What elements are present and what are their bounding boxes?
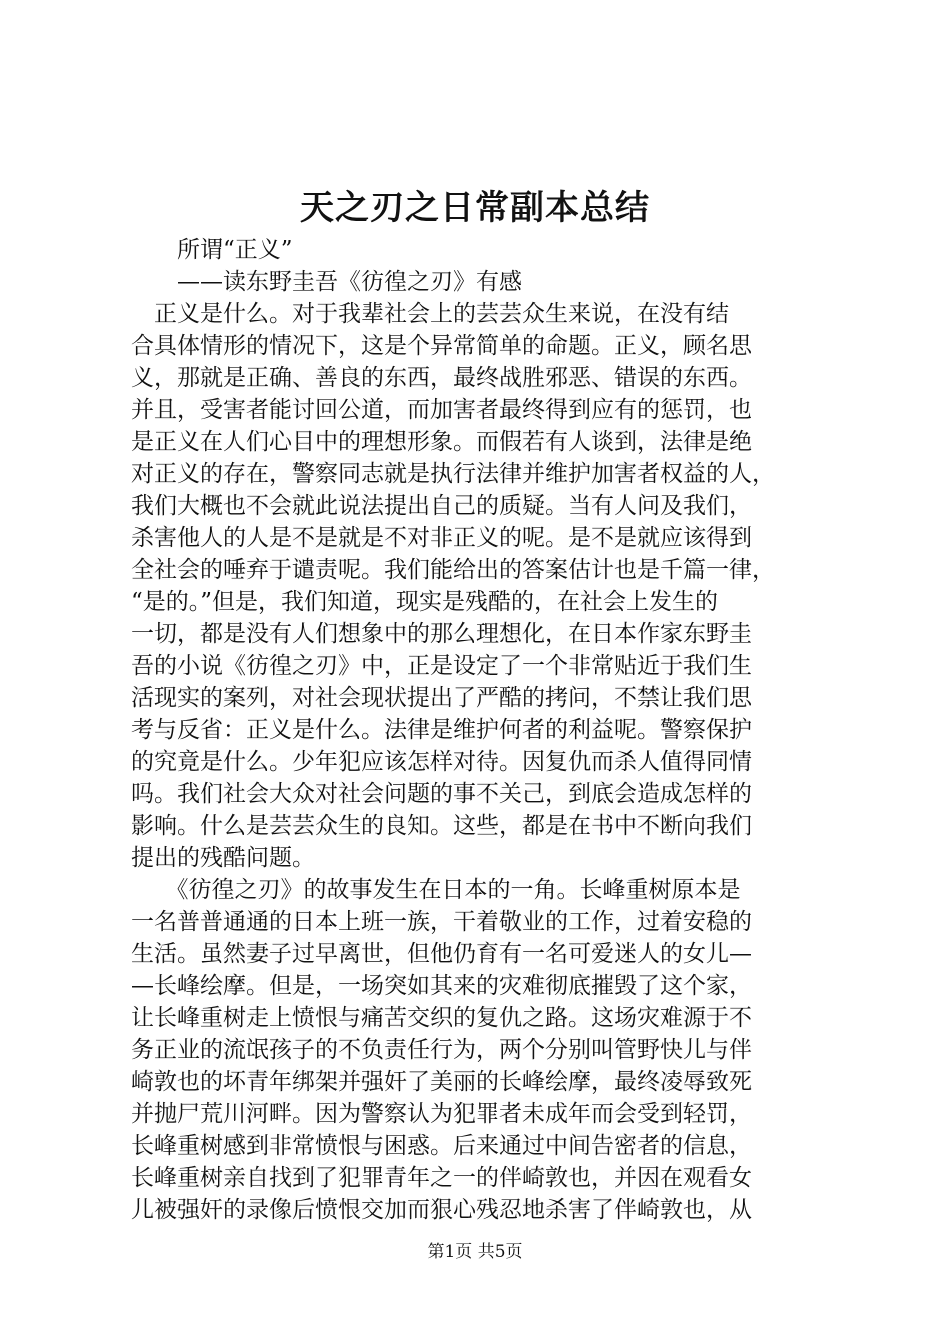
text-line: “是的。”但是，我们知道，现实是残酷的，在社会上发生的 xyxy=(131,589,719,615)
text-line: 吗。我们社会大众对社会问题的事不关己，到底会造成怎样的 xyxy=(131,781,752,807)
text-line: 义，那就是正确、善良的东西，最终战胜邪恶、错误的东西。 xyxy=(131,365,752,391)
text-line: 吾的小说《彷徨之刃》中，正是设定了一个非常贴近于我们生 xyxy=(131,653,752,679)
text-line: 提出的残酷问题。 xyxy=(131,845,315,871)
text-line: 并抛尸荒川河畔。因为警察认为犯罪者未成年而会受到轻罚， xyxy=(131,1101,752,1127)
subtitle-line: ——读东野圭吾《彷徨之刃》有感 xyxy=(177,269,522,295)
text-line: 《彷徨之刃》的故事发生在日本的一角。长峰重树原本是 xyxy=(131,877,741,903)
text-line: 务正业的流氓孩子的不负责任行为，两个分别叫管野快儿与伴 xyxy=(131,1037,752,1063)
document-body xyxy=(131,234,831,1226)
text-line: 儿被强奸的录像后愤恨交加而狠心残忍地杀害了伴崎敦也，从 xyxy=(131,1197,752,1223)
text-line: 是正义在人们心目中的理想形象。而假若有人谈到，法律是绝 xyxy=(131,429,752,455)
text-line: 我们大概也不会就此说法提出自己的质疑。当有人问及我们， xyxy=(131,493,752,519)
text-line: 对正义的存在，警察同志就是执行法律并维护加害者权益的人， xyxy=(131,461,775,487)
text-line: 正义是什么。对于我辈社会上的芸芸众生来说，在没有结 xyxy=(131,301,729,327)
page-footer: 第1页 共5页 xyxy=(427,1242,523,1262)
text-line: 全社会的唾弃于谴责呢。我们能给出的答案估计也是千篇一律， xyxy=(131,557,775,583)
subtitle-line: 所谓“正义” xyxy=(177,237,293,263)
text-line: 并且，受害者能讨回公道，而加害者最终得到应有的惩罚，也 xyxy=(131,397,752,423)
text-line: 长峰重树亲自找到了犯罪青年之一的伴崎敦也，并因在观看女 xyxy=(131,1165,752,1191)
text-line: 一名普普通通的日本上班一族，干着敬业的工作，过着安稳的 xyxy=(131,909,752,935)
text-line: 一切，都是没有人们想象中的那么理想化，在日本作家东野圭 xyxy=(131,621,752,647)
text-line: 长峰重树感到非常愤恨与困惑。后来通过中间告密者的信息， xyxy=(131,1133,752,1159)
text-line: 考与反省：正义是什么。法律是维护何者的利益呢。警察保护 xyxy=(131,717,752,743)
text-line: 让长峰重树走上愤恨与痛苦交织的复仇之路。这场灾难源于不 xyxy=(131,1005,752,1031)
text-line: 活现实的案列，对社会现状提出了严酷的拷问，不禁让我们思 xyxy=(131,685,752,711)
text-line: 合具体情形的情况下，这是个异常简单的命题。正义，顾名思 xyxy=(131,333,752,359)
text-line: 崎敦也的坏青年绑架并强奸了美丽的长峰绘摩，最终凌辱致死 xyxy=(131,1069,752,1095)
text-line: —长峰绘摩。但是，一场突如其来的灾难彻底摧毁了这个家， xyxy=(131,973,752,999)
text-line: 的究竟是什么。少年犯应该怎样对待。因复仇而杀人值得同情 xyxy=(131,749,752,775)
text-line: 杀害他人的人是不是就是不对非正义的呢。是不是就应该得到 xyxy=(131,525,752,551)
document-title: 天之刃之日常副本总结 xyxy=(300,188,650,228)
text-line: 生活。虽然妻子过早离世，但他仍育有一名可爱迷人的女儿— xyxy=(131,941,752,967)
text-line: 影响。什么是芸芸众生的良知。这些，都是在书中不断向我们 xyxy=(131,813,752,839)
